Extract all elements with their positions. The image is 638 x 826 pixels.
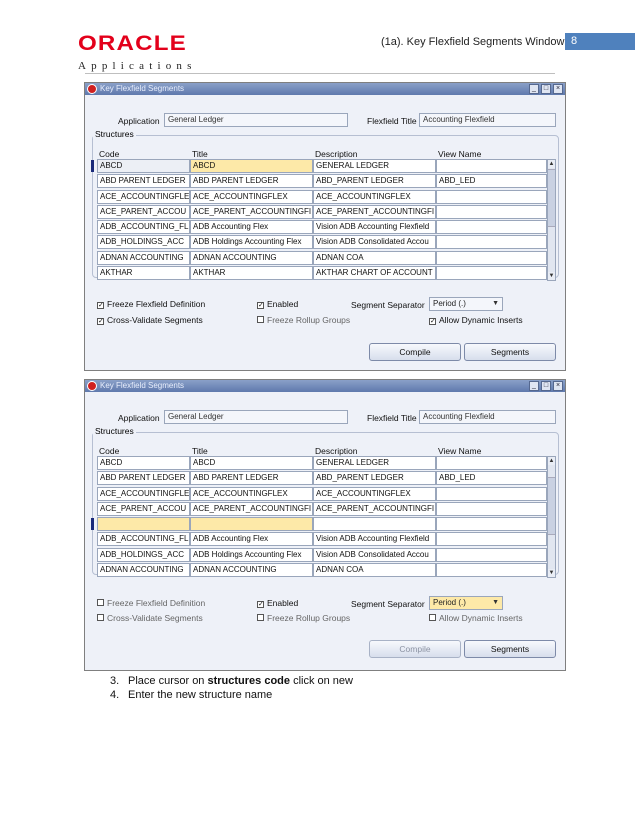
key-flexfield-window-2 — [84, 379, 566, 671]
view-name-cell[interactable] — [436, 190, 547, 204]
chevron-down-icon: ▼ — [492, 599, 499, 606]
scroll-down-icon[interactable]: ▼ — [548, 273, 555, 279]
document-title: (1a). Key Flexfield Segments Window — [381, 36, 565, 48]
empty-checkbox-icon — [257, 614, 264, 621]
oracle-applications-logo — [78, 34, 197, 72]
title-cell[interactable]: ACE_ACCOUNTINGFLEX — [190, 487, 313, 501]
page-number: 8 — [565, 33, 635, 50]
header-divider — [85, 73, 555, 74]
new-description-cell[interactable] — [313, 517, 436, 531]
description-cell[interactable]: GENERAL LEDGER — [313, 159, 436, 173]
code-cell[interactable]: ADNAN ACCOUNTING — [97, 251, 190, 265]
new-title-cell[interactable] — [190, 517, 313, 531]
freeze-flexfield-label: Freeze Flexfield Definition — [107, 299, 206, 309]
checkmark-icon: ✓ — [430, 318, 436, 325]
freeze-rollup-label: Freeze Rollup Groups — [267, 613, 351, 623]
description-cell[interactable]: ABD_PARENT LEDGER — [313, 471, 436, 485]
freeze-flexfield-label: Freeze Flexfield Definition — [107, 598, 206, 608]
view-name-cell[interactable] — [436, 266, 547, 280]
allow-dynamic-inserts-checkbox[interactable] — [429, 315, 523, 325]
view-name-cell[interactable] — [436, 563, 547, 577]
freeze-flexfield-checkbox[interactable] — [97, 598, 205, 608]
title-cell[interactable]: ADB Accounting Flex — [190, 220, 313, 234]
enabled-checkbox[interactable] — [257, 598, 298, 608]
description-cell[interactable]: GENERAL LEDGER — [313, 456, 436, 470]
scroll-down-icon[interactable]: ▼ — [548, 570, 555, 576]
segment-separator-value: Period (.) — [433, 598, 466, 607]
segment-separator-label: Segment Separator — [351, 599, 425, 609]
code-cell[interactable]: ABD PARENT LEDGER — [97, 174, 190, 188]
code-cell[interactable]: ADNAN ACCOUNTING — [97, 563, 190, 577]
title-cell[interactable]: ADNAN ACCOUNTING — [190, 251, 313, 265]
step-3 — [110, 674, 353, 688]
empty-checkbox-icon — [429, 614, 436, 621]
current-record-indicator — [91, 160, 94, 172]
description-cell[interactable]: Vision ADB Accounting Flexfield — [313, 220, 436, 234]
column-header-description: Description — [315, 446, 358, 456]
view-name-cell[interactable] — [436, 251, 547, 265]
view-name-cell[interactable] — [436, 235, 547, 249]
flexfield-title-field[interactable]: Accounting Flexfield — [419, 113, 556, 127]
scroll-up-icon[interactable]: ▲ — [548, 458, 555, 464]
description-cell[interactable]: ACE_ACCOUNTINGFLEX — [313, 487, 436, 501]
window-titlebar[interactable] — [85, 380, 565, 392]
code-cell[interactable]: ACE_PARENT_ACCOU — [97, 502, 190, 516]
title-cell[interactable]: ADB Holdings Accounting Flex — [190, 548, 313, 562]
flexfield-title-field[interactable]: Accounting Flexfield — [419, 410, 556, 424]
checkmark-icon: ✓ — [98, 302, 104, 309]
window-title: Key Flexfield Segments — [100, 381, 185, 390]
code-cell[interactable]: ADB_ACCOUNTING_FL — [97, 220, 190, 234]
view-name-cell[interactable] — [436, 456, 547, 470]
description-cell[interactable]: Vision ADB Consolidated Accou — [313, 548, 436, 562]
cross-validate-label: Cross-Validate Segments — [107, 613, 203, 623]
window-title: Key Flexfield Segments — [100, 84, 185, 93]
step-4 — [110, 688, 353, 702]
flexfield-title-label: Flexfield Title — [367, 413, 417, 423]
description-cell[interactable]: ACE_PARENT_ACCOUNTINGFI — [313, 502, 436, 516]
view-name-cell[interactable] — [436, 487, 547, 501]
column-header-view-name: View Name — [438, 149, 482, 159]
freeze-flexfield-checkbox[interactable] — [97, 299, 205, 309]
freeze-rollup-checkbox[interactable] — [257, 315, 350, 325]
description-cell[interactable]: ACE_ACCOUNTINGFLEX — [313, 190, 436, 204]
close-icon[interactable]: × — [553, 84, 563, 94]
description-cell[interactable]: ACE_PARENT_ACCOUNTINGFI — [313, 205, 436, 219]
code-cell[interactable]: ABCD — [97, 456, 190, 470]
title-cell[interactable]: ACE_PARENT_ACCOUNTINGFI — [190, 205, 313, 219]
title-cell[interactable]: ACE_ACCOUNTINGFLEX — [190, 190, 313, 204]
title-cell[interactable]: ABCD — [190, 159, 313, 173]
code-cell[interactable]: ACE_PARENT_ACCOU — [97, 205, 190, 219]
compile-button[interactable]: Compile — [369, 343, 461, 361]
cross-validate-checkbox[interactable] — [97, 315, 203, 325]
code-cell[interactable]: ADB_ACCOUNTING_FL — [97, 532, 190, 546]
title-cell[interactable]: ABCD — [190, 456, 313, 470]
maximize-icon[interactable]: □ — [541, 84, 551, 94]
view-name-cell[interactable] — [436, 159, 547, 173]
allow-dynamic-inserts-checkbox[interactable] — [429, 613, 523, 623]
application-field[interactable]: General Ledger — [164, 113, 348, 127]
checkmark-icon: ✓ — [98, 318, 104, 325]
view-name-cell[interactable]: ABD_LED — [436, 471, 547, 485]
view-name-cell[interactable] — [436, 502, 547, 516]
step-text: click on new — [290, 675, 353, 687]
description-cell[interactable]: ADNAN COA — [313, 563, 436, 577]
logo-word: ORACLE — [78, 32, 187, 55]
column-header-view-name: View Name — [438, 446, 482, 456]
code-cell[interactable]: ABD PARENT LEDGER — [97, 471, 190, 485]
column-header-code: Code — [99, 149, 120, 159]
logo-sub: Applications — [78, 60, 197, 72]
step-number: 4. — [110, 689, 120, 701]
maximize-icon[interactable]: □ — [541, 381, 551, 391]
chevron-down-icon: ▼ — [492, 300, 499, 307]
scrollbar-thumb[interactable] — [548, 477, 555, 535]
key-flexfield-window-1 — [84, 82, 566, 371]
application-label: Application — [118, 413, 160, 423]
checkmark-icon: ✓ — [258, 302, 264, 309]
code-cell[interactable]: ACE_ACCOUNTINGFLE — [97, 190, 190, 204]
step-number: 3. — [110, 675, 120, 687]
description-cell[interactable]: AKTHAR CHART OF ACCOUNT — [313, 266, 436, 280]
application-label: Application — [118, 116, 160, 126]
column-header-code: Code — [99, 446, 120, 456]
segment-separator-label: Segment Separator — [351, 300, 425, 310]
view-name-cell[interactable]: ABD_LED — [436, 174, 547, 188]
application-field[interactable]: General Ledger — [164, 410, 348, 424]
scrollbar-thumb[interactable] — [548, 169, 555, 227]
segments-button[interactable]: Segments — [464, 343, 556, 361]
segment-separator-select[interactable] — [429, 297, 503, 311]
view-name-cell[interactable] — [436, 220, 547, 234]
segments-button[interactable]: Segments — [464, 640, 556, 658]
minimize-icon[interactable]: _ — [529, 84, 539, 94]
view-name-cell[interactable] — [436, 548, 547, 562]
checkmark-icon: ✓ — [258, 601, 264, 608]
instruction-steps — [110, 674, 353, 702]
title-cell[interactable]: ADB Accounting Flex — [190, 532, 313, 546]
empty-checkbox-icon — [97, 599, 104, 606]
code-cell[interactable]: ADB_HOLDINGS_ACC — [97, 235, 190, 249]
segment-separator-value: Period (.) — [433, 299, 466, 308]
description-cell[interactable]: ADNAN COA — [313, 251, 436, 265]
view-name-cell[interactable] — [436, 205, 547, 219]
structures-label: Structures — [95, 426, 134, 436]
segment-separator-select[interactable] — [429, 596, 503, 610]
allow-dynamic-inserts-label: Allow Dynamic Inserts — [439, 613, 523, 623]
code-cell[interactable]: ABCD — [97, 159, 190, 173]
code-cell[interactable]: ADB_HOLDINGS_ACC — [97, 548, 190, 562]
step-text: Enter the new structure name — [128, 689, 273, 701]
freeze-rollup-checkbox[interactable] — [257, 613, 350, 623]
scroll-up-icon[interactable]: ▲ — [548, 161, 555, 167]
empty-checkbox-icon — [257, 316, 264, 323]
allow-dynamic-inserts-label: Allow Dynamic Inserts — [439, 315, 523, 325]
structures-scrollbar[interactable] — [547, 456, 556, 578]
cross-validate-checkbox[interactable] — [97, 613, 203, 623]
title-cell[interactable]: AKTHAR — [190, 266, 313, 280]
title-cell[interactable]: ACE_PARENT_ACCOUNTINGFI — [190, 502, 313, 516]
step-emphasis: structures code — [207, 675, 291, 687]
structures-scrollbar[interactable] — [547, 159, 556, 281]
structures-label: Structures — [95, 129, 134, 139]
enabled-checkbox[interactable] — [257, 299, 298, 309]
cross-validate-label: Cross-Validate Segments — [107, 315, 203, 325]
column-header-title: Title — [192, 446, 208, 456]
title-cell[interactable]: ABD PARENT LEDGER — [190, 174, 313, 188]
oracle-app-icon — [87, 84, 97, 94]
title-cell[interactable]: ADNAN ACCOUNTING — [190, 563, 313, 577]
empty-checkbox-icon — [97, 614, 104, 621]
new-view-name-cell[interactable] — [436, 517, 547, 531]
view-name-cell[interactable] — [436, 532, 547, 546]
step-text: Place cursor on — [128, 675, 208, 687]
enabled-label: Enabled — [267, 299, 299, 309]
column-header-description: Description — [315, 149, 358, 159]
enabled-label: Enabled — [267, 598, 299, 608]
compile-button[interactable]: Compile — [369, 640, 461, 658]
window-titlebar[interactable] — [85, 83, 565, 95]
flexfield-title-label: Flexfield Title — [367, 116, 417, 126]
oracle-app-icon — [87, 381, 97, 391]
new-code-cell[interactable] — [97, 517, 190, 531]
freeze-rollup-label: Freeze Rollup Groups — [267, 315, 351, 325]
description-cell[interactable]: ABD_PARENT LEDGER — [313, 174, 436, 188]
code-cell[interactable]: ACE_ACCOUNTINGFLE — [97, 487, 190, 501]
code-cell[interactable]: AKTHAR — [97, 266, 190, 280]
minimize-icon[interactable]: _ — [529, 381, 539, 391]
title-cell[interactable]: ABD PARENT LEDGER — [190, 471, 313, 485]
column-header-title: Title — [192, 149, 208, 159]
description-cell[interactable]: Vision ADB Accounting Flexfield — [313, 532, 436, 546]
close-icon[interactable]: × — [553, 381, 563, 391]
current-record-indicator — [91, 518, 94, 530]
description-cell[interactable]: Vision ADB Consolidated Accou — [313, 235, 436, 249]
title-cell[interactable]: ADB Holdings Accounting Flex — [190, 235, 313, 249]
